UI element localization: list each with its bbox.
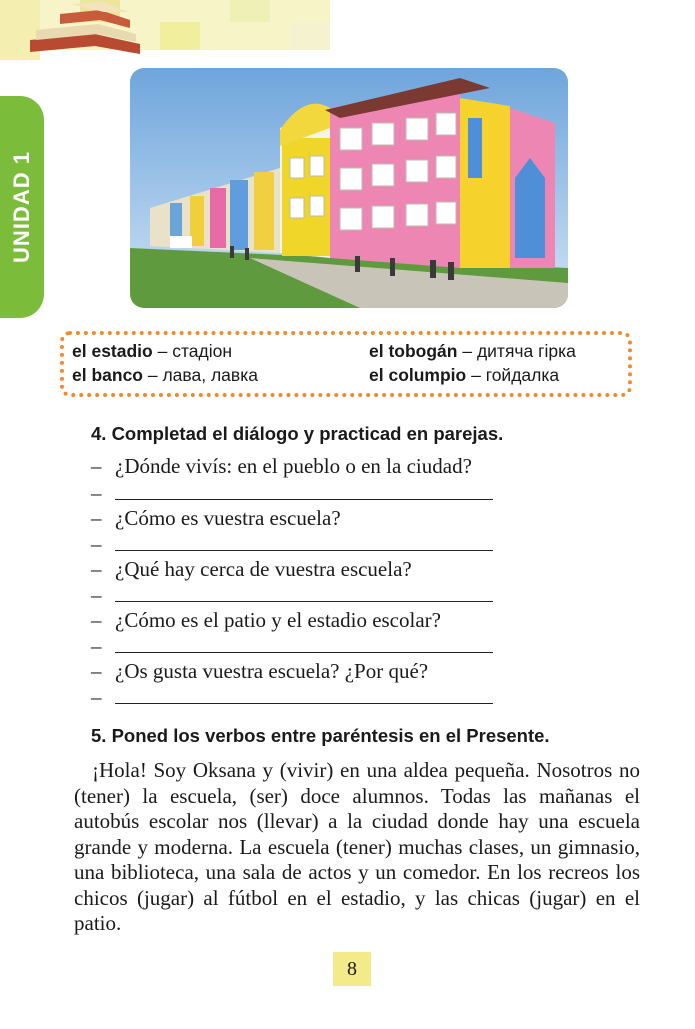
dialog-question: – ¿Cómo es vuestra escuela?	[91, 506, 341, 530]
vocab-translation: дитяча гірка	[476, 341, 576, 361]
exercise-4-title: 4. Completad el diálogo y practicad en parejas.	[91, 423, 504, 444]
unit-label: UNIDAD 1	[9, 151, 34, 263]
vocab-item: el estadio – стадіон	[72, 341, 233, 361]
dialog-question: – ¿Os gusta vuestra escuela? ¿Por qué?	[91, 659, 429, 683]
vocab-term: el tobogán	[369, 341, 458, 361]
exercise-5-title: 5. Poned los verbos entre paréntesis en el Presente.	[91, 725, 550, 746]
answer-blank[interactable]: –	[91, 532, 493, 557]
vocab-translation: стадіон	[172, 341, 233, 361]
school-building-image	[130, 68, 568, 308]
corner-decoration	[0, 0, 330, 60]
unit-tab	[0, 96, 44, 318]
vocab-translation: гойдалка	[485, 365, 560, 385]
exercise-5-text: ¡Hola! Soy Oksana y (vivir) en una aldea pequeña. Nosotros no (tener) la escuela, (ser) doce alumnos. Todas las mañanas el autobús escolar nos (llevar) a la ciudad donde hay una escuela grande y moderna. La escuela (tener) muchas clases, un gimnasio, una biblioteca, una sala de actos y un comedor. En los recreos los chicos (jugar) al fútbol en el estadio, y las chicas (jugar) en el patio.	[74, 758, 640, 935]
school-photo	[130, 68, 568, 308]
vocab-translation: лава, лавка	[162, 365, 258, 385]
vocab-term: el estadio	[72, 341, 153, 361]
answer-blank[interactable]: –	[91, 481, 493, 506]
books-icon	[0, 0, 330, 60]
vocab-item: el columpio – гойдалка	[369, 365, 560, 385]
dialog-question: – ¿Dónde vivís: en el pueblo o en la ciudad?	[91, 454, 472, 478]
vocab-item: el tobogán – дитяча гірка	[369, 341, 576, 361]
answer-blank[interactable]: –	[91, 583, 493, 608]
page-number: 8	[333, 952, 371, 986]
answer-blank[interactable]: –	[91, 685, 493, 710]
vocab-item: el banco – лава, лавка	[72, 365, 258, 385]
dialog-question: – ¿Qué hay cerca de vuestra escuela?	[91, 557, 412, 581]
dialog-question: – ¿Cómo es el patio y el estadio escolar?	[91, 608, 441, 632]
vocabulary-box	[60, 331, 632, 397]
answer-blank[interactable]: –	[91, 634, 493, 659]
vocab-term: el columpio	[369, 365, 467, 385]
vocab-term: el banco	[72, 365, 143, 385]
